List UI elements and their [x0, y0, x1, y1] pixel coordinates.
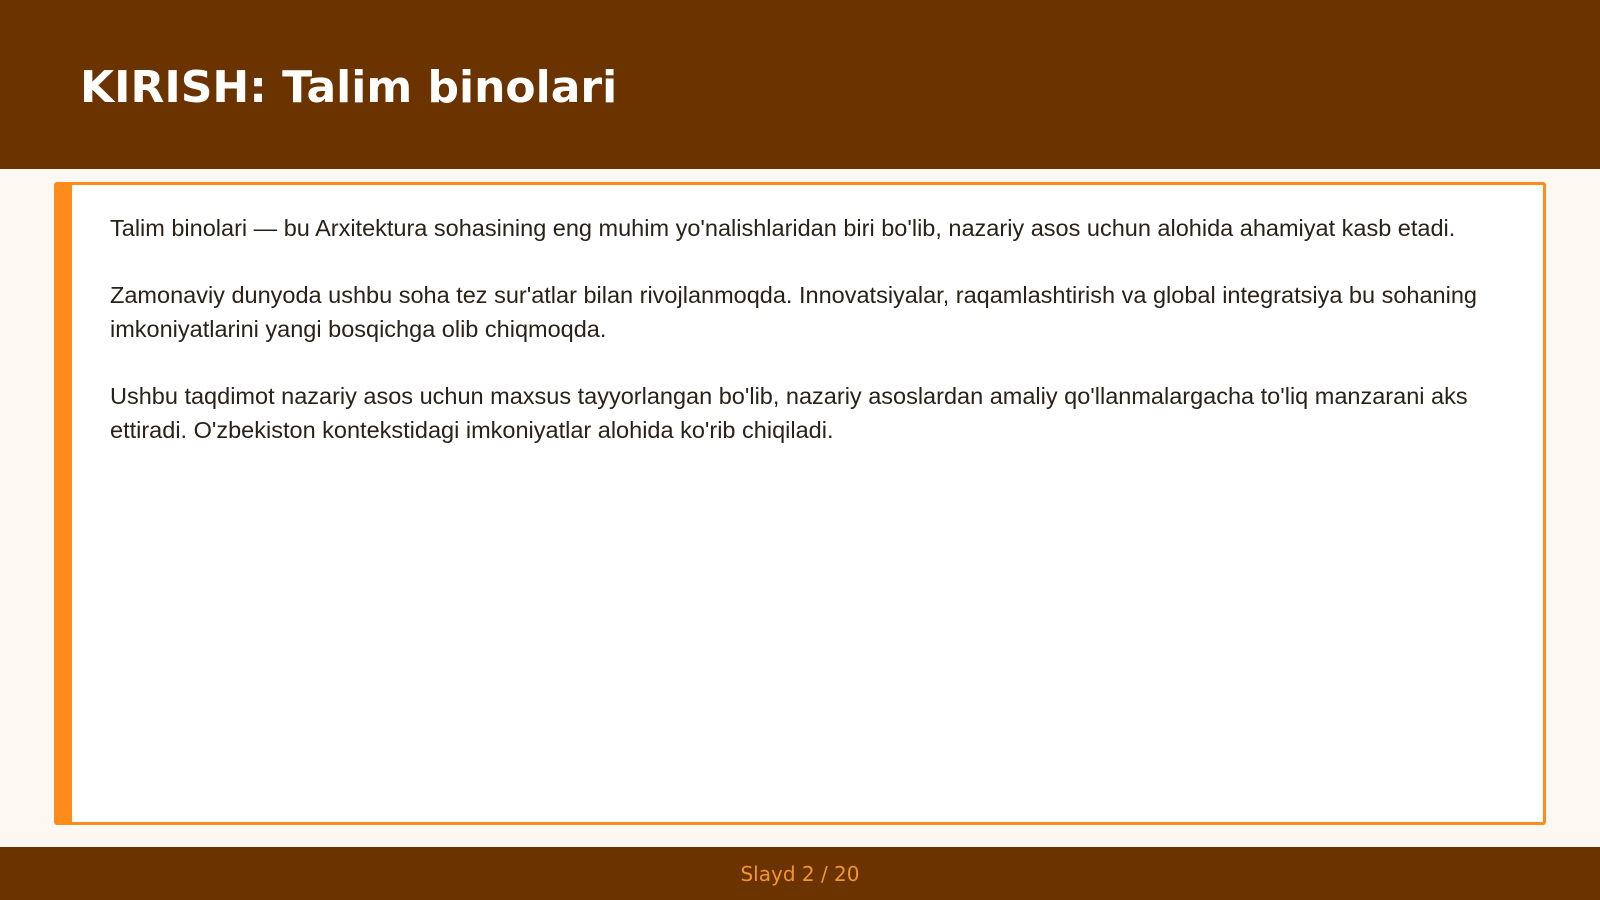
slide-footer	[0, 847, 1600, 900]
slide-counter: Slayd 2 / 20	[740, 862, 860, 886]
paragraph-intro: Talim binolari — bu Arxitektura sohasining eng muhim yo'nalishlaridan biri bo'lib, nazariy asos uchun alohida ahamiyat kasb etadi.	[110, 215, 1456, 241]
slide-title: KIRISH: Talim binolari	[80, 62, 618, 113]
paragraph-presentation-scope: Ushbu taqdimot nazariy asos uchun maxsus tayyorlangan bo'lib, nazariy asoslardan amaliy qo'llanmalargacha to'liq manzarani aks ettiradi. O'zbekiston kontekstidagi imkoniyatlar alohida ko'rib chiqiladi.	[110, 383, 1468, 443]
paragraph-modern-world: Zamonaviy dunyoda ushbu soha tez sur'atlar bilan rivojlanmoqda. Innovatsiyalar, raqamlashtirish va global integratsiya bu sohaning imkoniyatlarini yangi bosqichga olib chiqmoqda.	[110, 282, 1477, 342]
content-box	[54, 182, 1546, 825]
slide-header	[0, 0, 1600, 169]
content-text	[110, 211, 1505, 480]
